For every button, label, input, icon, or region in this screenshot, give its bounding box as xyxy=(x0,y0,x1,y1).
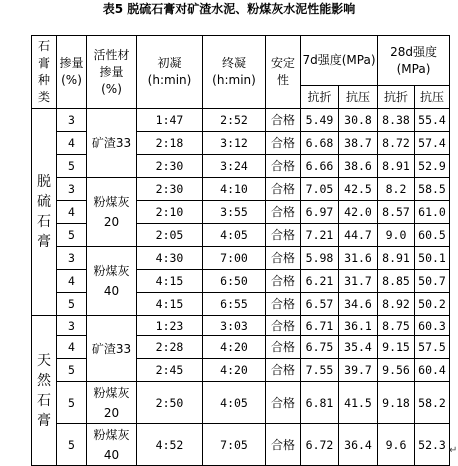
c28-cell: 52.9 xyxy=(415,155,450,178)
final-cell: 4:20 xyxy=(203,336,266,359)
header-final-set: 终凝 (h:min) xyxy=(203,36,266,109)
header-row xyxy=(32,36,450,86)
dosage-cell: 5 xyxy=(57,359,87,382)
c7-cell: 38.6 xyxy=(339,155,378,178)
f28-cell: 9.15 xyxy=(378,336,415,359)
initial-cell: 4:15 xyxy=(137,270,203,293)
header-admixture: 活性材 掺量 (%) xyxy=(87,36,137,109)
data-table xyxy=(31,35,450,466)
initial-cell: 2:45 xyxy=(137,359,203,382)
final-cell: 3:55 xyxy=(203,201,266,224)
sound-cell: 合格 xyxy=(266,201,301,224)
dosage-cell: 5 xyxy=(57,382,87,424)
f7-cell: 6.72 xyxy=(301,424,339,466)
dosage-cell: 4 xyxy=(57,336,87,359)
header-initial-set: 初凝 (h:min) xyxy=(137,36,203,109)
c28-cell: 50.7 xyxy=(415,270,450,293)
f7-cell: 6.68 xyxy=(301,132,339,155)
c28-cell: 60.4 xyxy=(415,359,450,382)
header-28d-compressive: 抗压 xyxy=(415,86,450,109)
dosage-cell: 3 xyxy=(57,109,87,132)
f28-cell: 8.91 xyxy=(378,155,415,178)
f7-cell: 6.75 xyxy=(301,336,339,359)
final-cell: 4:20 xyxy=(203,359,266,382)
initial-cell: 4:30 xyxy=(137,247,203,270)
f28-cell: 8.91 xyxy=(378,247,415,270)
f28-cell: 8.38 xyxy=(378,109,415,132)
sound-cell: 合格 xyxy=(266,270,301,293)
c28-cell: 52.3 xyxy=(415,424,450,466)
admixture-cell: 矿渣33 xyxy=(87,316,137,382)
table-row xyxy=(32,247,450,270)
final-cell: 3:24 xyxy=(203,155,266,178)
f28-cell: 8.57 xyxy=(378,201,415,224)
initial-cell: 1:23 xyxy=(137,316,203,336)
final-cell: 6:55 xyxy=(203,293,266,316)
initial-cell: 1:47 xyxy=(137,109,203,132)
final-cell: 6:50 xyxy=(203,270,266,293)
table-row xyxy=(32,316,450,336)
header-7d-flexural: 抗折 xyxy=(301,86,339,109)
f7-cell: 5.98 xyxy=(301,247,339,270)
paragraph-mark-icon: ↵ xyxy=(449,445,458,456)
sound-cell: 合格 xyxy=(266,247,301,270)
c7-cell: 31.6 xyxy=(339,247,378,270)
f7-cell: 6.97 xyxy=(301,201,339,224)
c28-cell: 50.1 xyxy=(415,247,450,270)
f7-cell: 6.81 xyxy=(301,382,339,424)
admixture-cell: 粉煤灰 40 xyxy=(87,247,137,316)
table-row xyxy=(32,424,450,466)
sound-cell: 合格 xyxy=(266,316,301,336)
sound-cell: 合格 xyxy=(266,132,301,155)
c7-cell: 35.4 xyxy=(339,336,378,359)
initial-cell: 2:30 xyxy=(137,178,203,201)
header-soundness: 安定 性 xyxy=(266,36,301,109)
initial-cell: 2:05 xyxy=(137,224,203,247)
dosage-cell: 4 xyxy=(57,201,87,224)
c7-cell: 34.6 xyxy=(339,293,378,316)
table-row xyxy=(32,109,450,132)
table-body xyxy=(32,109,450,466)
f28-cell: 9.0 xyxy=(378,224,415,247)
c28-cell: 57.4 xyxy=(415,132,450,155)
sound-cell: 合格 xyxy=(266,109,301,132)
sound-cell: 合格 xyxy=(266,293,301,316)
sound-cell: 合格 xyxy=(266,359,301,382)
dosage-cell: 5 xyxy=(57,155,87,178)
gypsum-type-cell: 脱 硫 石 膏 xyxy=(32,109,57,316)
initial-cell: 2:30 xyxy=(137,155,203,178)
initial-cell: 2:50 xyxy=(137,382,203,424)
dosage-cell: 3 xyxy=(57,316,87,336)
c28-cell: 58.5 xyxy=(415,178,450,201)
final-cell: 3:12 xyxy=(203,132,266,155)
f28-cell: 8.75 xyxy=(378,316,415,336)
c7-cell: 39.7 xyxy=(339,359,378,382)
admixture-cell: 粉煤灰 20 xyxy=(87,178,137,247)
f7-cell: 5.49 xyxy=(301,109,339,132)
dosage-cell: 4 xyxy=(57,270,87,293)
c7-cell: 36.1 xyxy=(339,316,378,336)
c28-cell: 61.0 xyxy=(415,201,450,224)
c7-cell: 30.8 xyxy=(339,109,378,132)
f7-cell: 6.71 xyxy=(301,316,339,336)
c7-cell: 42.5 xyxy=(339,178,378,201)
c28-cell: 50.2 xyxy=(415,293,450,316)
f7-cell: 6.57 xyxy=(301,293,339,316)
table-row xyxy=(32,178,450,201)
f7-cell: 6.21 xyxy=(301,270,339,293)
final-cell: 7:05 xyxy=(203,424,266,466)
dosage-cell: 3 xyxy=(57,178,87,201)
f7-cell: 7.05 xyxy=(301,178,339,201)
header-gypsum-type: 石 膏 种 类 xyxy=(32,36,57,109)
header-dosage: 掺量 (%) xyxy=(57,36,87,109)
c7-cell: 36.4 xyxy=(339,424,378,466)
final-cell: 4:10 xyxy=(203,178,266,201)
c7-cell: 44.7 xyxy=(339,224,378,247)
c28-cell: 60.3 xyxy=(415,316,450,336)
initial-cell: 2:28 xyxy=(137,336,203,359)
c28-cell: 60.5 xyxy=(415,224,450,247)
gypsum-type-cell: 天 然 石 膏 xyxy=(32,316,57,466)
f7-cell: 7.55 xyxy=(301,359,339,382)
f28-cell: 9.6 xyxy=(378,424,415,466)
final-cell: 3:03 xyxy=(203,316,266,336)
initial-cell: 2:10 xyxy=(137,201,203,224)
f28-cell: 9.18 xyxy=(378,382,415,424)
final-cell: 4:05 xyxy=(203,224,266,247)
c28-cell: 58.2 xyxy=(415,382,450,424)
dosage-cell: 5 xyxy=(57,293,87,316)
dosage-cell: 4 xyxy=(57,132,87,155)
sound-cell: 合格 xyxy=(266,336,301,359)
final-cell: 7:00 xyxy=(203,247,266,270)
table-row xyxy=(32,382,450,424)
header-strength-7d: 7d强度(MPa) xyxy=(301,36,378,86)
header-strength-28d: 28d强度 (MPa) xyxy=(378,36,450,86)
c7-cell: 31.7 xyxy=(339,270,378,293)
sound-cell: 合格 xyxy=(266,382,301,424)
initial-cell: 4:52 xyxy=(137,424,203,466)
final-cell: 4:05 xyxy=(203,382,266,424)
dosage-cell: 5 xyxy=(57,424,87,466)
admixture-cell: 粉煤灰 20 xyxy=(87,382,137,424)
c7-cell: 42.0 xyxy=(339,201,378,224)
f28-cell: 8.85 xyxy=(378,270,415,293)
dosage-cell: 3 xyxy=(57,247,87,270)
sound-cell: 合格 xyxy=(266,155,301,178)
f28-cell: 8.92 xyxy=(378,293,415,316)
f28-cell: 8.2 xyxy=(378,178,415,201)
c28-cell: 57.5 xyxy=(415,336,450,359)
admixture-cell: 矿渣33 xyxy=(87,109,137,178)
header-7d-compressive: 抗压 xyxy=(339,86,378,109)
header-28d-flexural: 抗折 xyxy=(378,86,415,109)
f7-cell: 7.21 xyxy=(301,224,339,247)
f28-cell: 9.56 xyxy=(378,359,415,382)
c7-cell: 38.7 xyxy=(339,132,378,155)
sound-cell: 合格 xyxy=(266,424,301,466)
sound-cell: 合格 xyxy=(266,224,301,247)
f28-cell: 8.72 xyxy=(378,132,415,155)
c7-cell: 41.5 xyxy=(339,382,378,424)
initial-cell: 2:18 xyxy=(137,132,203,155)
sound-cell: 合格 xyxy=(266,178,301,201)
final-cell: 2:52 xyxy=(203,109,266,132)
admixture-cell: 粉煤灰 40 xyxy=(87,424,137,466)
c28-cell: 55.4 xyxy=(415,109,450,132)
initial-cell: 4:15 xyxy=(137,293,203,316)
table-title: 表5 脱硫石膏对矿渣水泥、粉煤灰水泥性能影响 xyxy=(102,2,356,16)
dosage-cell: 5 xyxy=(57,224,87,247)
f7-cell: 6.66 xyxy=(301,155,339,178)
